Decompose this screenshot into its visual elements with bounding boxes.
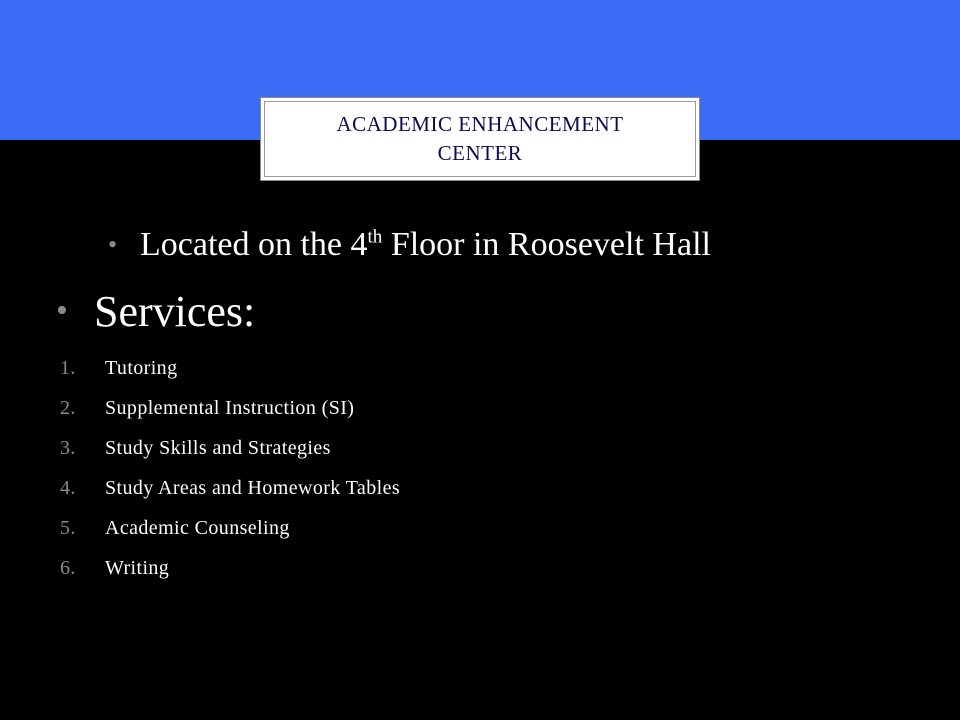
location-bullet [108, 222, 711, 268]
list-item-number: 4. [60, 476, 76, 499]
list-item [60, 548, 400, 588]
list-item-number: 5. [60, 516, 76, 539]
location-suffix: Floor in Roosevelt Hall [382, 226, 711, 263]
bullet-dot-icon: • [108, 230, 118, 259]
list-item-number: 1. [60, 356, 76, 379]
list-item-label: Writing [105, 556, 170, 579]
list-item-number: 2. [60, 396, 76, 419]
location-prefix: Located on the 4 [140, 226, 368, 263]
list-item-number: 6. [60, 556, 76, 579]
location-superscript: th [367, 226, 383, 248]
title-box-inner-border [264, 101, 696, 177]
list-item-number: 3. [60, 436, 76, 459]
list-item-label: Tutoring [105, 356, 178, 379]
list-item [60, 468, 400, 508]
title-box [260, 97, 700, 181]
services-heading: Services: [94, 286, 256, 336]
list-item-label: Study Areas and Homework Tables [105, 476, 401, 499]
services-list [60, 348, 400, 588]
list-item [60, 348, 400, 388]
list-item [60, 388, 400, 428]
location-text [140, 226, 711, 264]
services-bullet [56, 283, 255, 339]
bullet-dot-icon: • [56, 292, 68, 329]
slide-title: ACADEMIC ENHANCEMENT CENTER [336, 112, 624, 165]
list-item-label: Study Skills and Strategies [105, 436, 331, 459]
list-item-label: Academic Counseling [105, 516, 290, 539]
list-item-label: Supplemental Instruction (SI) [105, 396, 355, 419]
list-item [60, 428, 400, 468]
list-item [60, 508, 400, 548]
